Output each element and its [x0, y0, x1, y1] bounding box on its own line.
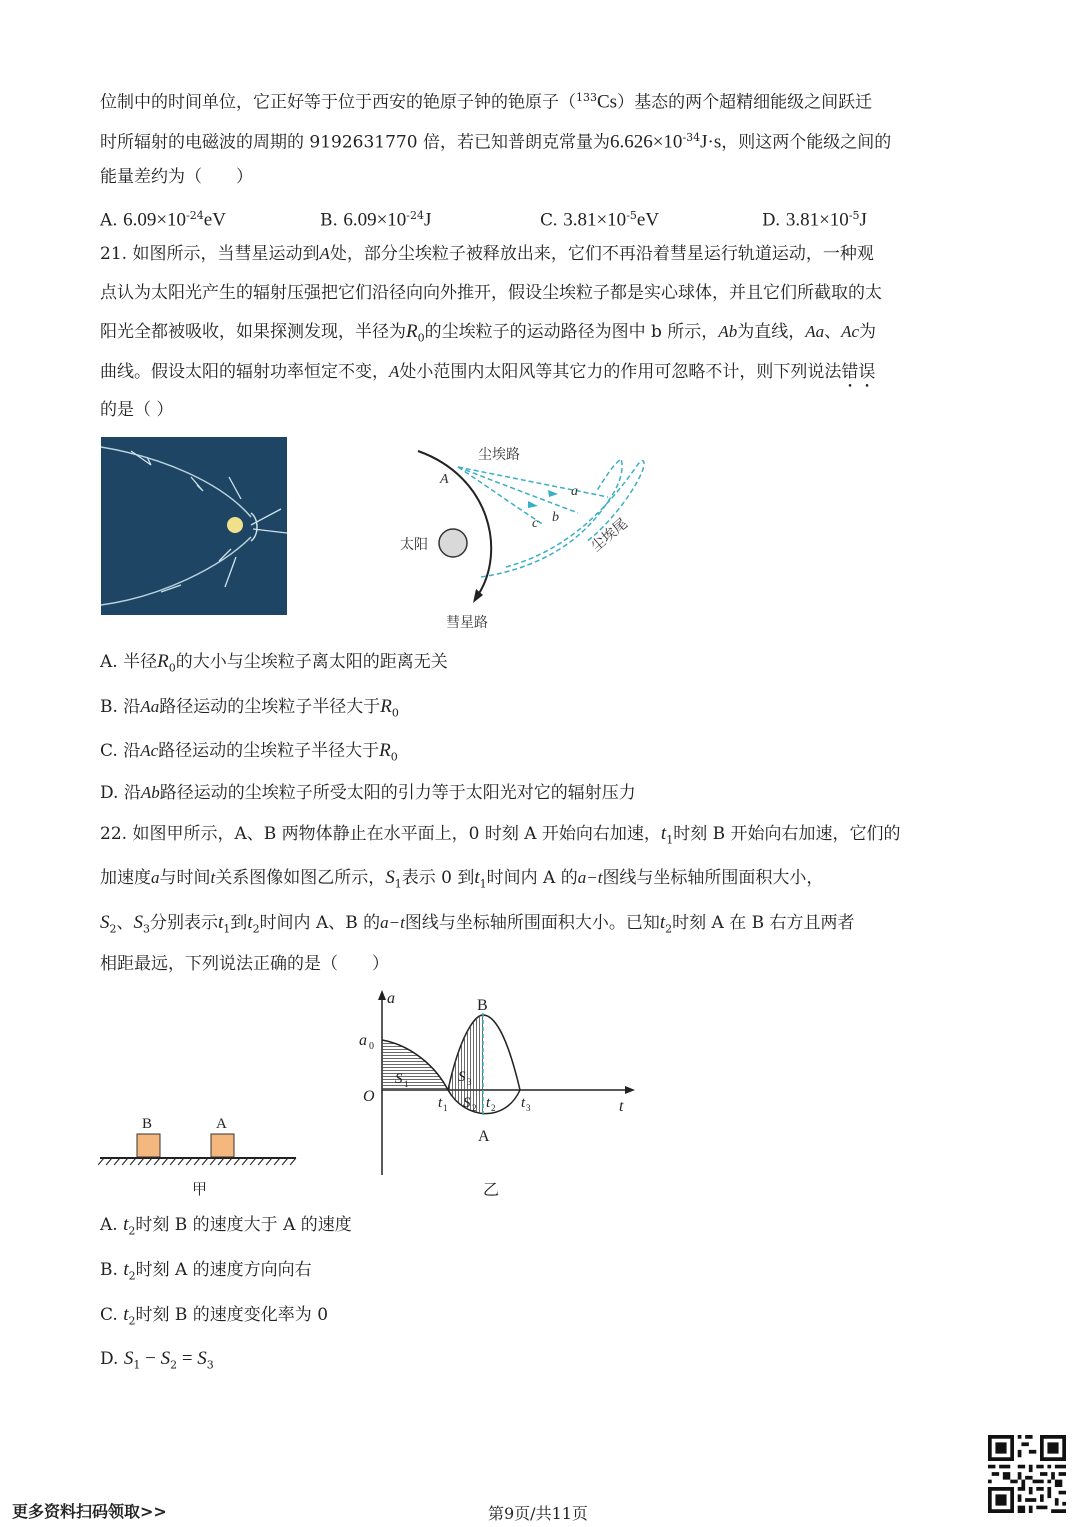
q21-line3: 阳光全都被吸收，如果探测发现，半径为$R_0$的尘埃粒子的运动路径为图中 b 所示，Ab为直线，Aa、Ac为 — [100, 321, 877, 345]
figure-jia — [98, 1108, 300, 1200]
q20-line2: 时所辐射的电磁波的周期的 9192631770 倍，若已知普朗克常量为$6.626\times 10^{-34}J\cdot s$，则这两个能级之间的 — [100, 131, 892, 153]
dust-path-label: 尘埃路 — [478, 447, 520, 463]
q22-option-c[interactable]: C. $t_2$时刻 B 的速度变化率为 0 — [100, 1304, 329, 1328]
sun-circle — [439, 529, 467, 557]
q22-line1: 22. 如图甲所示，A、B 两物体静止在水平面上，0 时刻 A 开始向右加速，$t_1$时刻 B 开始向右加速，它们的 — [100, 823, 901, 847]
s3-subscript: 3 — [467, 1077, 472, 1087]
figure-yi — [355, 985, 640, 1200]
q20-line1: 位制中的时间单位，它正好等于位于西安的铯原子钟的铯原子（$^{133}$Cs）基态的两个超精细能级之间跃迁 — [100, 91, 873, 113]
q22-line4: 相距最远，下列说法正确的是（ ） — [100, 954, 389, 974]
t2-label: t — [486, 1095, 491, 1111]
a0-label: a — [359, 1032, 367, 1049]
s1-subscript: 1 — [404, 1079, 409, 1089]
label-a: a — [571, 484, 578, 499]
block-a-label: A — [216, 1116, 227, 1132]
axis-t-label: t — [619, 1098, 624, 1115]
t2-subscript: 2 — [491, 1103, 496, 1113]
t3-subscript: 3 — [526, 1103, 531, 1113]
q20-option-c[interactable]: C. $3.81\times 10^{-5}eV$ — [540, 209, 660, 231]
a0-subscript: 0 — [369, 1041, 374, 1052]
q21-option-d[interactable]: D. 沿Ab路径运动的尘埃粒子所受太阳的引力等于太阳光对它的辐射压力 — [100, 783, 636, 803]
sun-label: 太阳 — [400, 537, 428, 553]
block-a — [211, 1134, 234, 1157]
q20-option-a[interactable]: A. $6.09\times 10^{-24}eV$ — [100, 209, 226, 231]
trough-a-label: A — [478, 1128, 490, 1145]
figure-yi-caption: 乙 — [483, 1180, 500, 1199]
block-b-label: B — [142, 1116, 153, 1132]
q21-line2: 点认为太阳光产生的辐射压强把它们沿径向向外推开，假设尘埃粒子都是实心球体，并且它们所截取的太 — [100, 283, 882, 303]
comet-photo — [101, 437, 287, 615]
origin-label: O — [363, 1088, 375, 1105]
q21-line5: 的是（ ） — [100, 400, 174, 420]
dust-tail-label: 尘埃尾 — [588, 515, 631, 556]
q22-option-b[interactable]: B. $t_2$时刻 A 的速度方向向右 — [100, 1259, 312, 1283]
q20-option-d[interactable]: D. $3.81\times 10^{-5}J$ — [762, 209, 867, 231]
q22-line3: $S_2$、$S_3$分别表示$t_1$到$t_2$时间内 A、B 的a−t图线与坐标轴所围面积大小。已知$t_2$时刻 A 在 B 右方且两者 — [100, 912, 855, 936]
point-a-label: A — [440, 472, 449, 487]
s2-label: S — [463, 1095, 471, 1111]
q20-option-b[interactable]: B. $6.09\times 10^{-24}J$ — [320, 209, 432, 231]
q22-option-d[interactable]: D. $S_1 - S_2 = S_3$ — [100, 1348, 214, 1372]
label-b: b — [552, 510, 559, 525]
comet-dust-diagram — [396, 437, 656, 637]
s3-label: S — [458, 1069, 466, 1085]
path-b — [458, 467, 578, 513]
t1-subscript: 1 — [443, 1103, 448, 1113]
s1-label: S — [395, 1071, 403, 1087]
q21-option-a[interactable]: A. 半径$R_0$的大小与尘埃粒子离太阳的距离无关 — [100, 651, 448, 675]
q21-line4: 曲线。假设太阳的辐射功率恒定不变，A处小范围内太阳风等其它力的作用可忽略不计，则下列说法错误 — [100, 362, 876, 382]
q20-line3: 能量差约为（ ） — [100, 167, 253, 187]
t3-label: t — [521, 1095, 526, 1111]
figure-jia-caption: 甲 — [192, 1180, 208, 1198]
t1-label: t — [438, 1095, 443, 1111]
peak-b-label: B — [477, 997, 488, 1014]
block-b — [137, 1134, 160, 1157]
q22-line2: 加速度a与时间t关系图像如图乙所示，$S_1$表示 0 到$t_1$时间内 A 的a−t图线与坐标轴所围面积大小， — [100, 867, 824, 891]
s2-subscript: 2 — [472, 1103, 477, 1113]
comet-orbit-path — [418, 451, 491, 595]
comet-path-label: 彗星路 — [446, 615, 488, 631]
page-number: 第9页/共11页 — [488, 1504, 588, 1523]
label-c: c — [532, 516, 539, 531]
q21-option-c[interactable]: C. 沿Ac路径运动的尘埃粒子半径大于$R_0$ — [100, 740, 398, 764]
q21-option-b[interactable]: B. 沿Aa路径运动的尘埃粒子半径大于$R_0$ — [100, 696, 399, 720]
qr-code[interactable] — [988, 1435, 1066, 1513]
q21-line1: 21. 如图所示，当彗星运动到A处，部分尘埃粒子被释放出来，它们不再沿着彗星运行轨道运动，一种观 — [100, 244, 874, 264]
q22-option-a[interactable]: A. $t_2$时刻 B 的速度大于 A 的速度 — [100, 1214, 352, 1238]
footer-promo-link[interactable]: 更多资料扫码领取>> — [12, 1502, 167, 1521]
axis-a-label: a — [387, 990, 395, 1007]
